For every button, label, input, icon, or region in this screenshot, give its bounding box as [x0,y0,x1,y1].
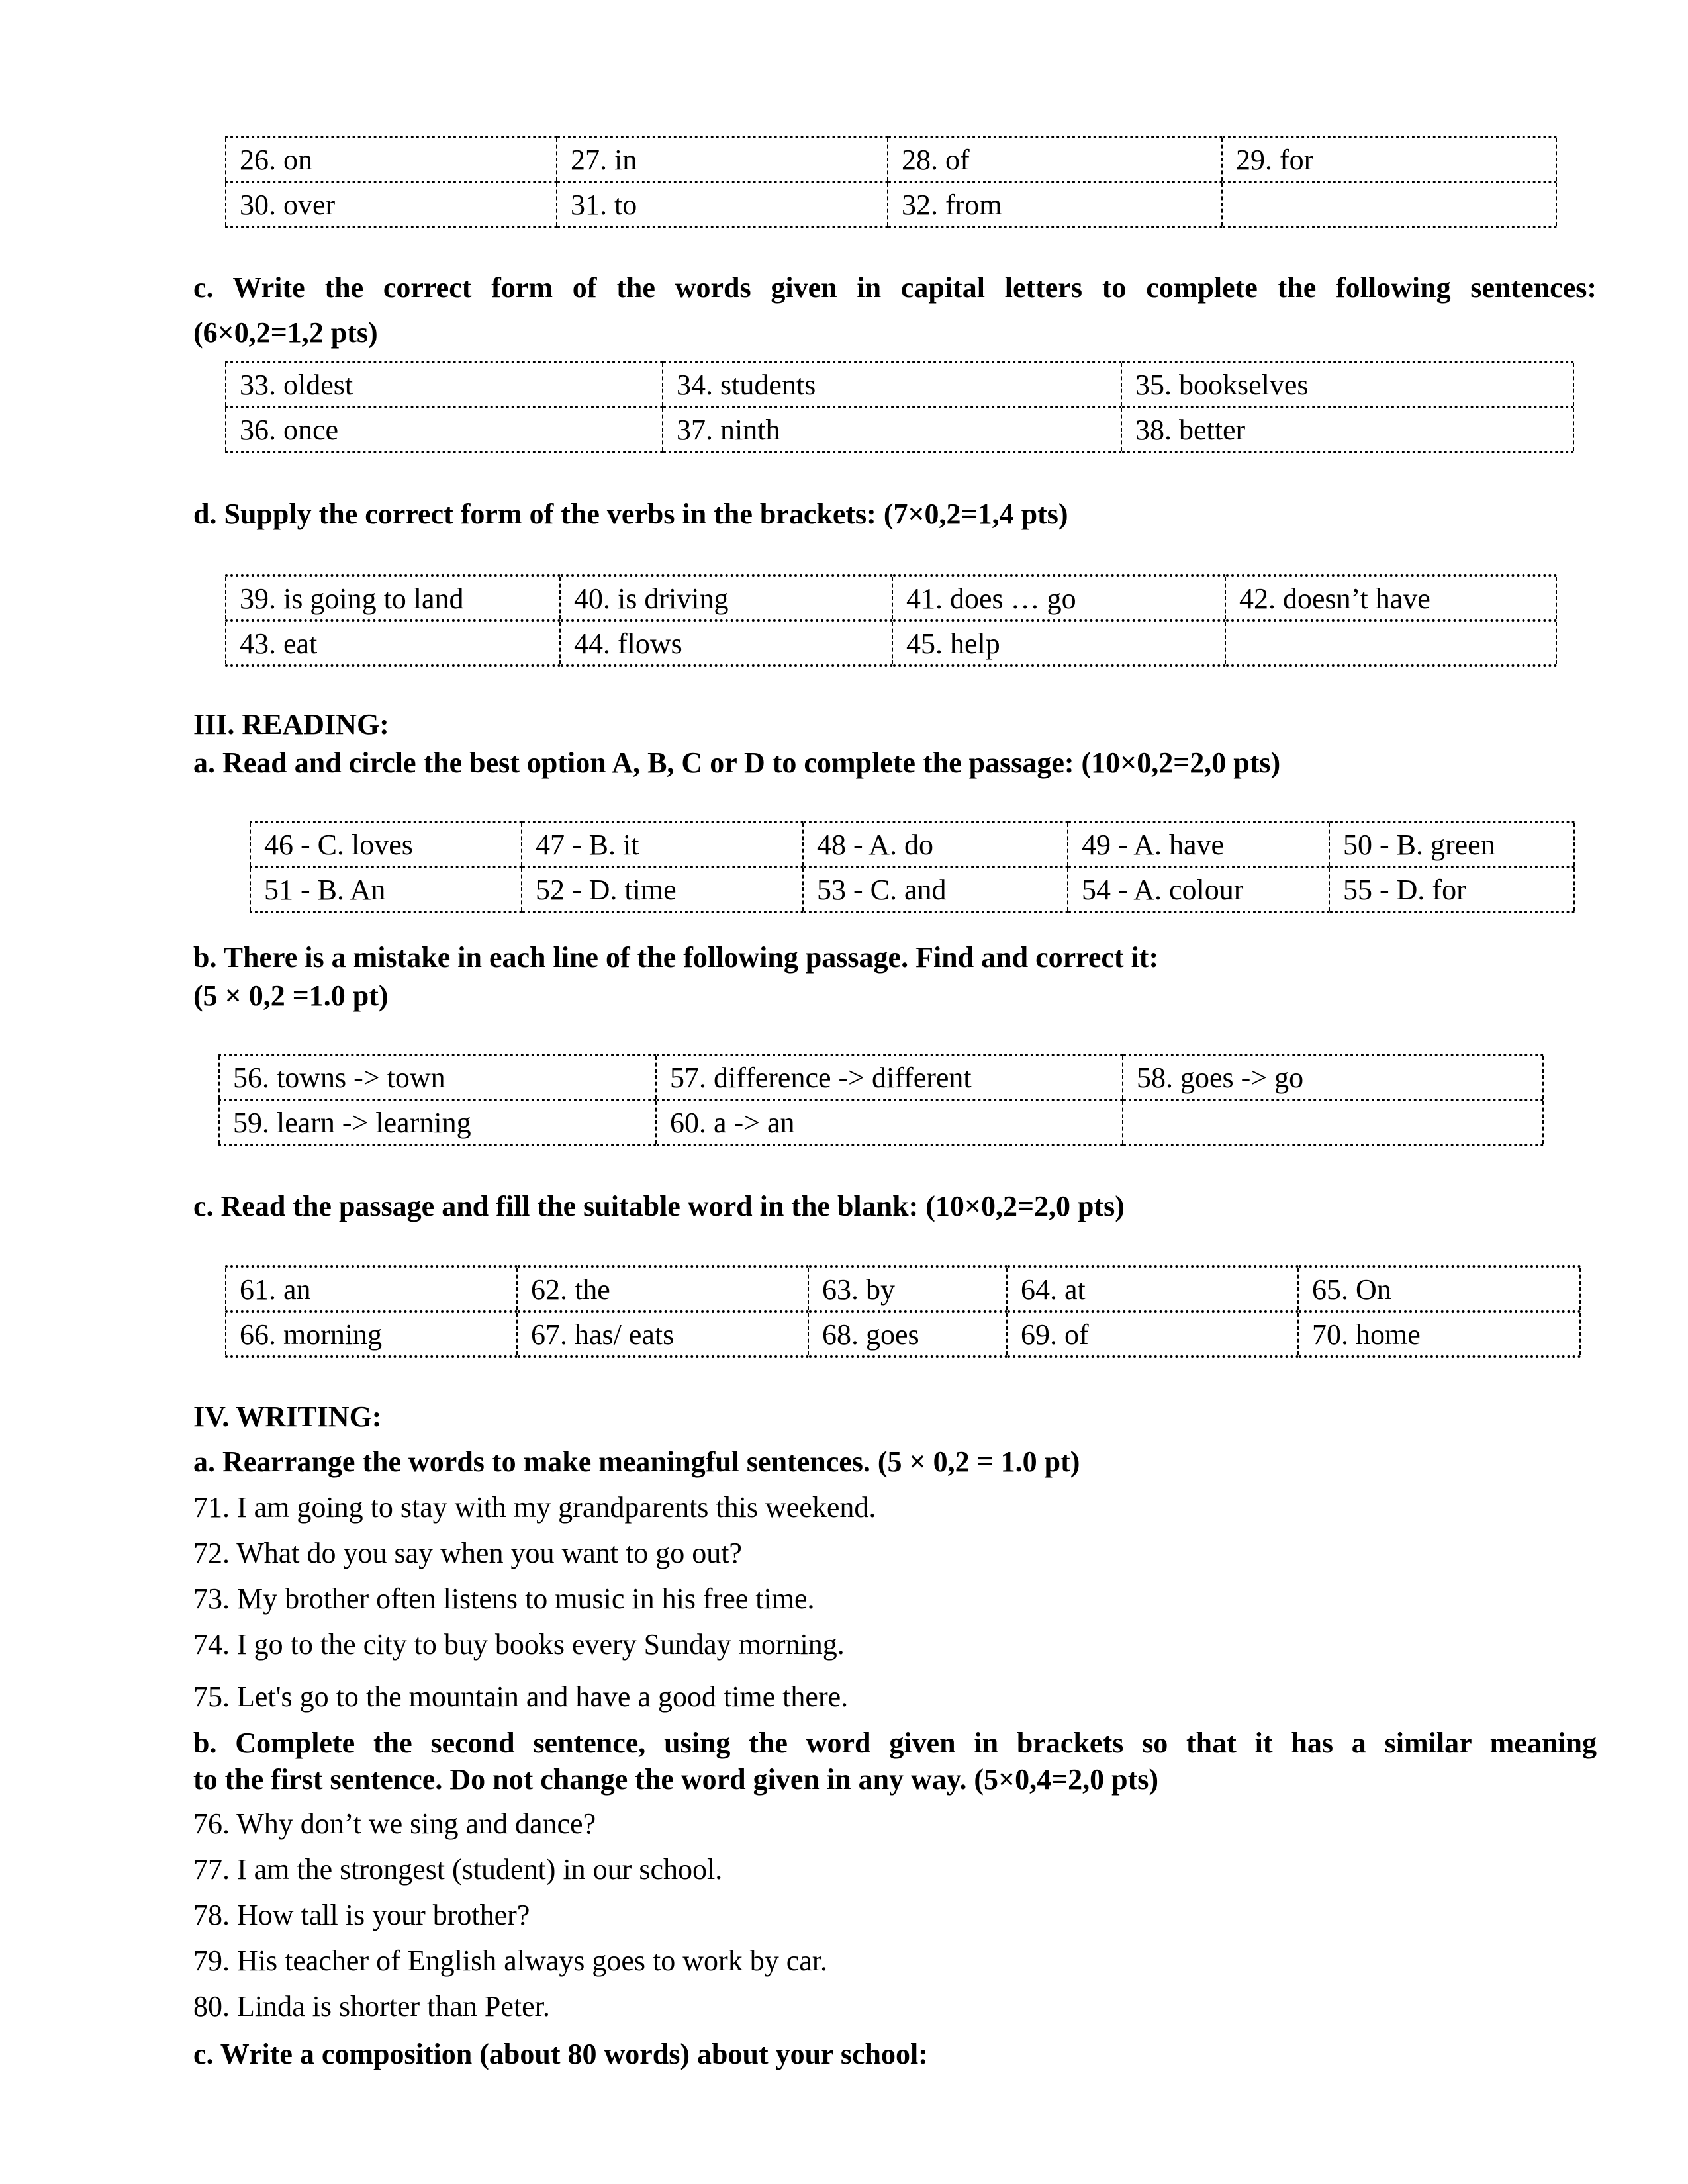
table-row [250,822,1574,867]
answer-cell: 59. learn -> learning [219,1100,656,1145]
writing-a-heading: a. Rearrange the words to make meaningful sentences. (5 × 0,2 = 1.0 pt) [193,1445,1080,1478]
answer-cell [1123,1100,1543,1145]
answer-cell: 69. of [1007,1312,1298,1357]
answer-cell: 54 - A. colour [1068,867,1329,912]
writing-b-heading: b. Complete the second sentence, using the word given in brackets so that it has a similar meaning [193,1727,1597,1759]
reading-b-points: (5 × 0,2 =1.0 pt) [193,979,389,1012]
answer-cell: 66. morning [226,1312,517,1357]
answer-cell: 44. flows [560,621,892,666]
answer-cell: 28. of [888,137,1222,182]
writing-b-heading-cont: to the first sentence. Do not change the word given in any way. (5×0,4=2,0 pts) [193,1763,1159,1796]
answer-cell: 36. once [226,407,663,452]
writing-a-item: 73. My brother often listens to music in his free time. [193,1582,815,1615]
answer-table-word-forms [225,361,1574,453]
writing-a-item: 75. Let's go to the mountain and have a good time there. [193,1680,849,1713]
reading-a-heading: a. Read and circle the best option A, B, C or D to complete the passage: (10×0,2=2,0 pts) [193,747,1281,779]
writing-b-item: 77. I am the strongest (student) in our school. [193,1853,723,1886]
answer-cell: 34. students [663,362,1121,407]
table-row [219,1055,1543,1100]
table-row [226,1312,1580,1357]
answer-cell: 47 - B. it [522,822,803,867]
answer-cell: 37. ninth [663,407,1121,452]
answer-cell: 60. a -> an [656,1100,1123,1145]
answer-cell: 53 - C. and [803,867,1068,912]
answer-cell: 45. help [892,621,1225,666]
answer-cell: 41. does … go [892,576,1225,621]
answer-cell: 26. on [226,137,557,182]
answer-cell: 52 - D. time [522,867,803,912]
answer-cell: 42. doesn’t have [1225,576,1556,621]
answer-cell: 62. the [517,1267,808,1312]
answer-cell: 39. is going to land [226,576,560,621]
table-row [226,362,1573,407]
answer-table-reading-c [225,1265,1581,1358]
answer-cell: 67. has/ eats [517,1312,808,1357]
answer-cell: 55 - D. for [1329,867,1574,912]
answer-table-reading-b [218,1054,1544,1146]
writing-a-item: 71. I am going to stay with my grandparents this weekend. [193,1491,876,1524]
answer-cell: 46 - C. loves [250,822,522,867]
section-d-heading: d. Supply the correct form of the verbs in the brackets: (7×0,2=1,4 pts) [193,498,1068,530]
answer-cell: 56. towns -> town [219,1055,656,1100]
answer-cell: 38. better [1121,407,1573,452]
writing-b-item: 76. Why don’t we sing and dance? [193,1807,596,1840]
answer-cell: 32. from [888,182,1222,227]
answer-cell: 65. On [1298,1267,1580,1312]
answer-cell: 43. eat [226,621,560,666]
writing-a-item: 72. What do you say when you want to go out? [193,1537,742,1569]
answer-cell: 57. difference -> different [656,1055,1123,1100]
answer-table-reading-a [250,821,1575,913]
table-row [226,576,1556,621]
answer-cell: 30. over [226,182,557,227]
table-row [226,621,1556,666]
table-row [219,1100,1543,1145]
table-row [226,137,1556,182]
table-row [226,407,1573,452]
answer-cell: 35. bookselves [1121,362,1573,407]
table-row [226,182,1556,227]
answer-cell: 61. an [226,1267,517,1312]
reading-c-heading: c. Read the passage and fill the suitable word in the blank: (10×0,2=2,0 pts) [193,1190,1125,1222]
writing-b-item: 80. Linda is shorter than Peter. [193,1990,550,2023]
answer-cell: 63. by [808,1267,1007,1312]
writing-title: IV. WRITING: [193,1400,382,1433]
answer-cell: 51 - B. An [250,867,522,912]
answer-cell: 29. for [1222,137,1556,182]
answer-cell: 27. in [557,137,888,182]
section-c-points: (6×0,2=1,2 pts) [193,316,378,349]
answer-table-verb-forms [225,574,1557,667]
answer-cell: 68. goes [808,1312,1007,1357]
answer-cell: 58. goes -> go [1123,1055,1543,1100]
writing-b-item: 78. How tall is your brother? [193,1899,530,1931]
reading-b-heading: b. There is a mistake in each line of the following passage. Find and correct it: [193,941,1159,974]
answer-cell: 70. home [1298,1312,1580,1357]
answer-cell: 31. to [557,182,888,227]
reading-title: III. READING: [193,708,389,741]
answer-cell: 64. at [1007,1267,1298,1312]
answer-cell [1222,182,1556,227]
table-row [250,867,1574,912]
writing-c-heading: c. Write a composition (about 80 words) about your school: [193,2038,928,2070]
answer-table-prepositions [225,136,1557,228]
writing-b-item: 79. His teacher of English always goes to work by car. [193,1944,827,1977]
answer-cell [1225,621,1556,666]
answer-cell: 33. oldest [226,362,663,407]
section-c-heading: c. Write the correct form of the words given in capital letters to complete the following sentences: [193,271,1597,304]
answer-cell: 40. is driving [560,576,892,621]
answer-cell: 50 - B. green [1329,822,1574,867]
table-row [226,1267,1580,1312]
writing-a-item: 74. I go to the city to buy books every Sunday morning. [193,1628,845,1661]
answer-cell: 49 - A. have [1068,822,1329,867]
answer-cell: 48 - A. do [803,822,1068,867]
